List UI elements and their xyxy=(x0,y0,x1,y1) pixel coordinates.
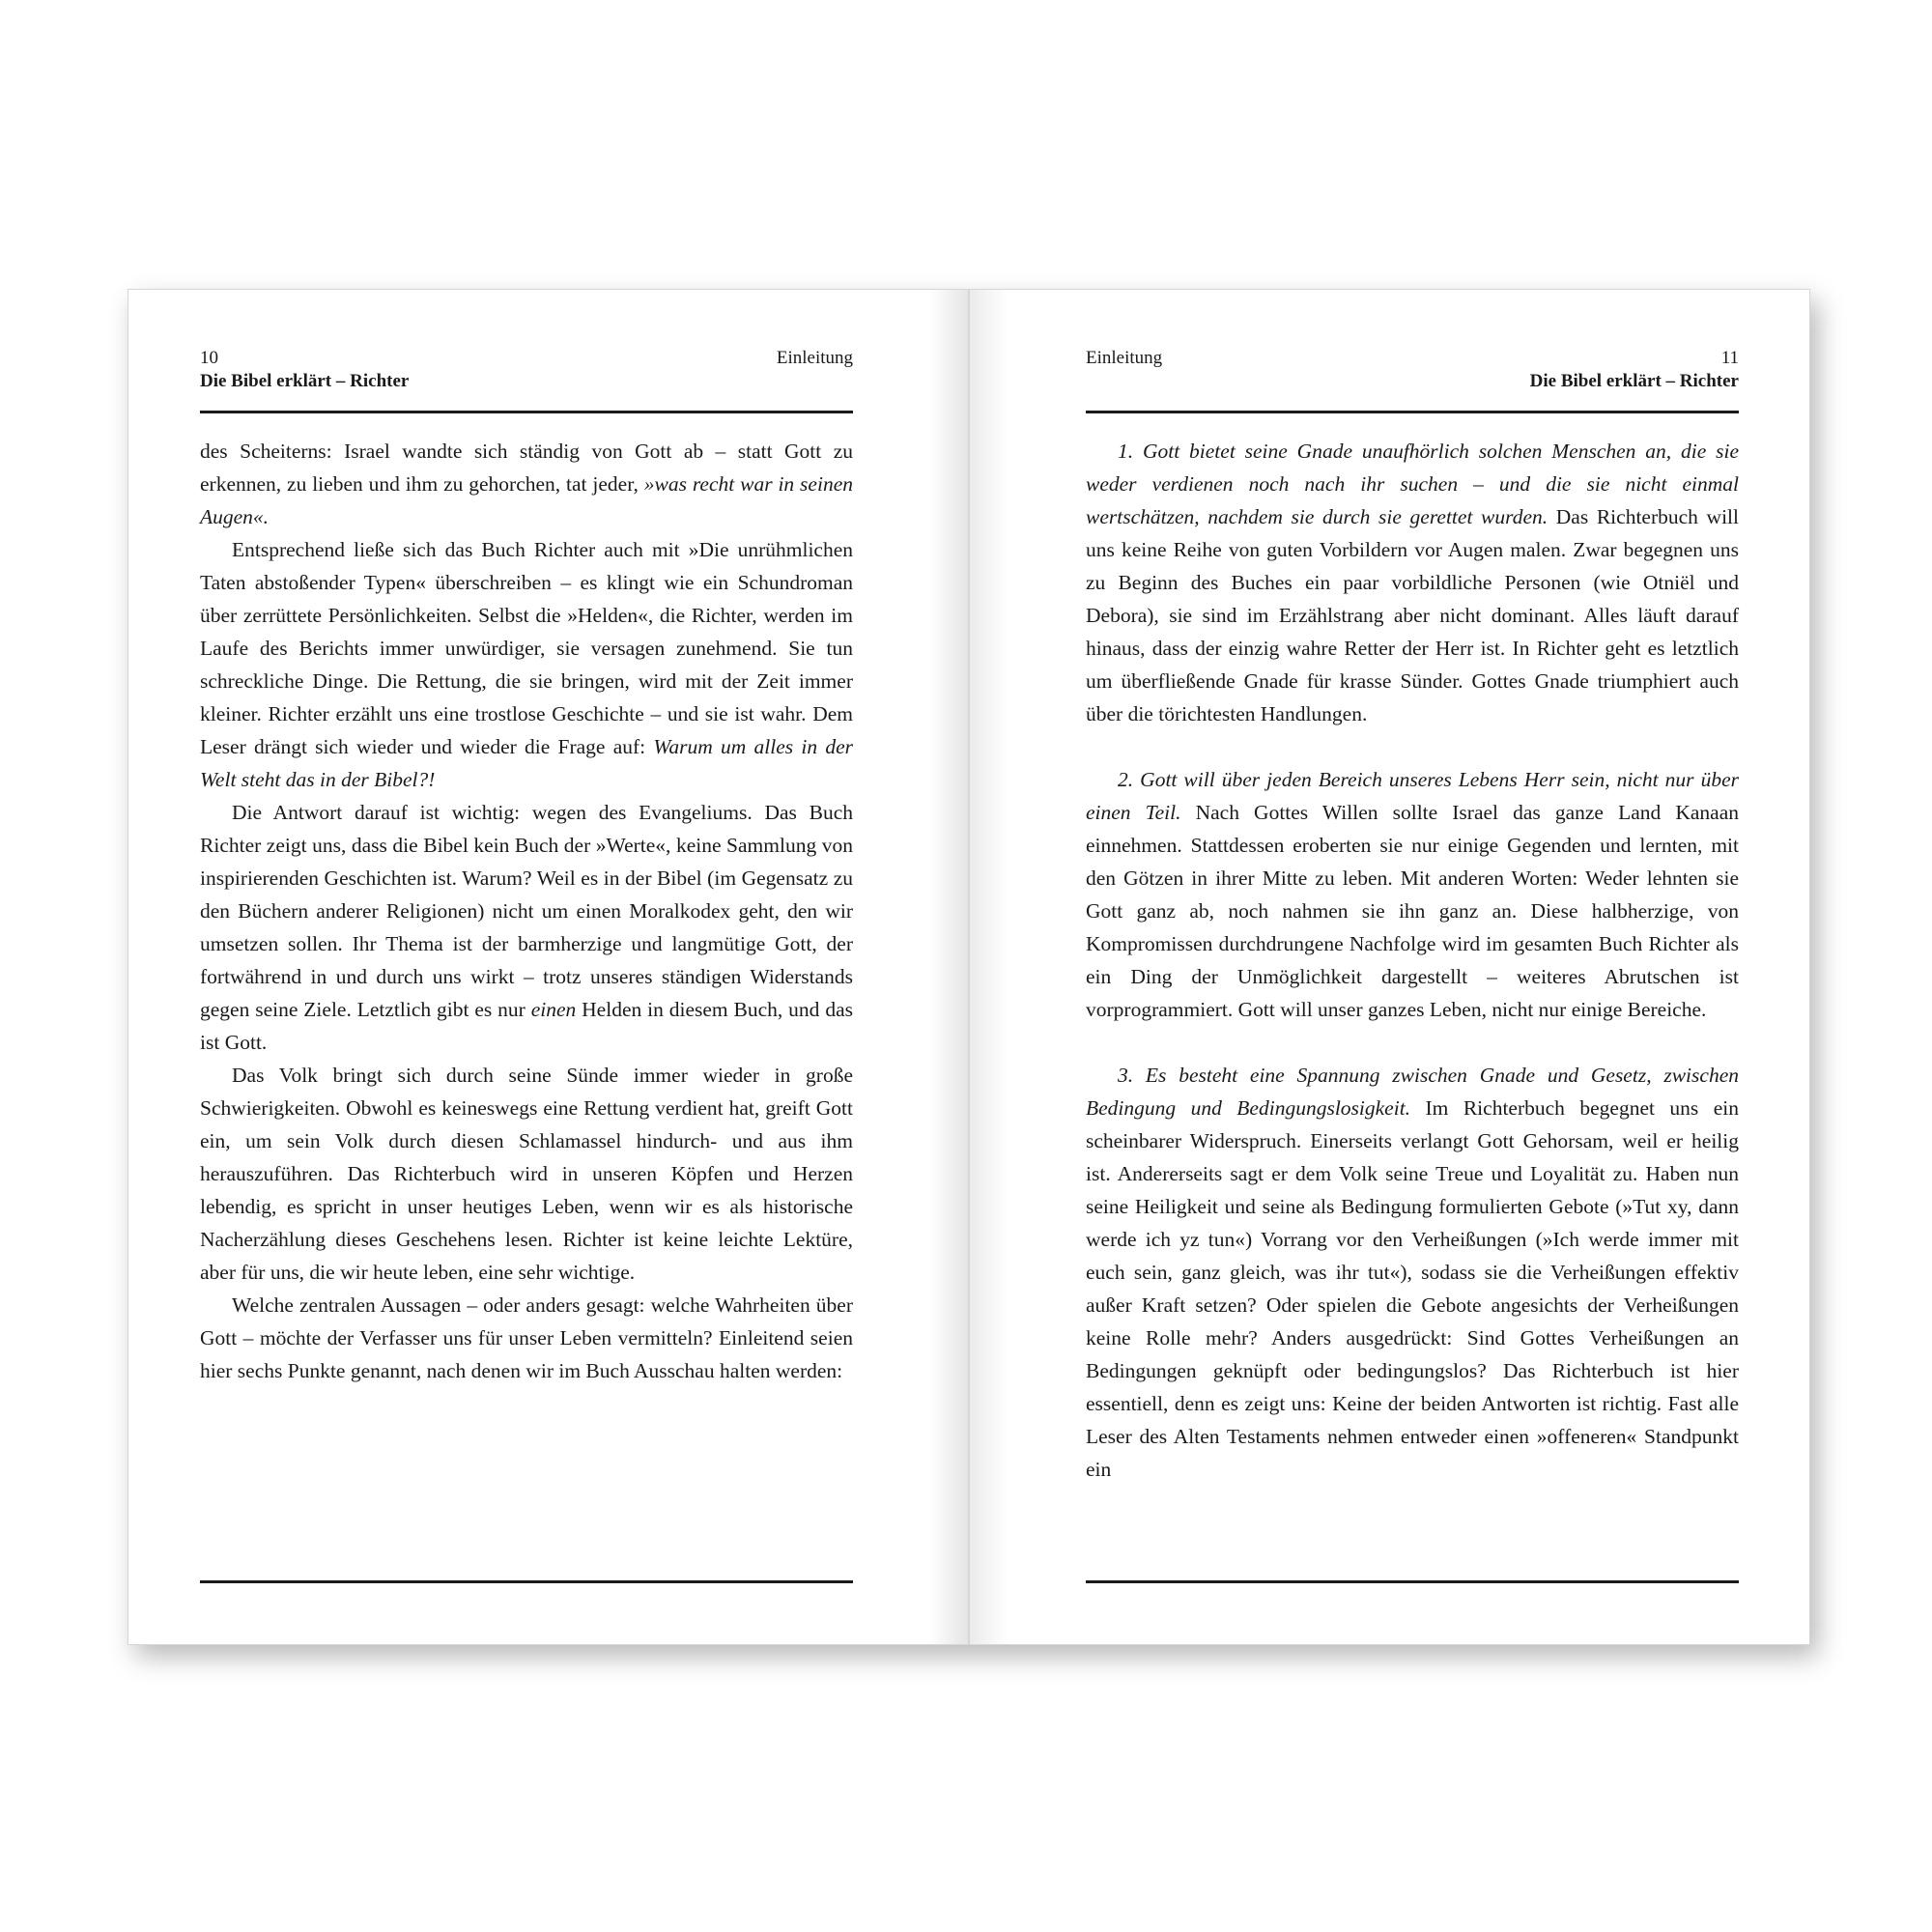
point-3: 3. Es besteht eine Spannung zwischen Gnade und Gesetz, zwischen Bedingung und Bedingungslosigkeit. Im Richterbuch begegnet uns ein scheinbarer Widerspruch. Einerseits verlangt Gott Gehorsam, weil er heilig ist. Andererseits sagt er dem Volk seine Treue und Loyalität zu. Haben nun seine Heiligkeit und seine als Bedingung formulierten Gebote (»Tut xy, dann werde ich yz tun«) Vorrang vor den Verheißungen (»Ich werde immer mit euch sein, ganz gleich, was ihr tut«), sodass sie die Verheißungen effektiv außer Kraft setzen? Oder spielen die Gebote angesichts der Verheißungen keine Rolle mehr? Anders ausgedrückt: Sind Gottes Verheißungen an Bedingungen geknüpft oder bedingungslos? Das Richterbuch ist hier essentiell, denn es zeigt uns: Keine der beiden Antworten ist richtig. Fast alle Leser des Alten Testaments nehmen entweder einen »offeneren« Standpunkt ein xyxy=(1086,1064,1739,1481)
paragraph: Die Antwort darauf ist wichtig: wegen des Evangeliums. Das Buch Richter zeigt uns, dass die Bibel kein Buch der »Werte«, keine Sammlung von inspirierenden Geschichten ist. Warum? Weil es in der Bibel (im Gegensatz zu den Büchern anderer Religionen) nicht um einen Moralkodex geht, den wir umsetzen sollen. Ihr Thema ist der barmherzige und langmütige Gott, der fortwährend in und durch uns wirkt – trotz unseres ständigen Widerstands gegen seine Ziele. Letztlich gibt es nur einen Helden in diesem Buch, und das ist Gott. xyxy=(200,801,853,1054)
book-title: Die Bibel erklärt – Richter xyxy=(1529,371,1739,391)
book-title: Die Bibel erklärt – Richter xyxy=(200,371,410,391)
running-header xyxy=(1086,348,1739,413)
paragraph: Das Volk bringt sich durch seine Sünde immer wieder in große Schwierigkeiten. Obwohl es keineswegs eine Rettung verdient hat, greift Gott ein, um sein Volk durch diesen Schlamassel hindurch- und aus ihm herauszuführen. Das Richterbuch wird in unseren Köpfen und Herzen lebendig, es spricht in unser heutiges Leben, wenn wir es als historische Nacherzählung dieses Geschehens lesen. Richter ist keine leichte Lektüre, aber für uns, die wir heute leben, eine sehr wichtige. xyxy=(200,1064,853,1284)
paragraph: Welche zentralen Aussagen – oder anders gesagt: welche Wahrheiten über Gott – möchte der Verfasser uns für unser Leben vermitteln? Einleitend seien hier sechs Punkte genannt, nach denen wir im Buch Ausschau halten werden: xyxy=(200,1293,853,1382)
book-spread xyxy=(128,289,1810,1645)
footer-rule xyxy=(1086,1580,1739,1583)
left-page xyxy=(128,289,969,1645)
section-title: Einleitung xyxy=(776,348,853,368)
body-text xyxy=(1086,435,1739,1486)
page-number: 10 xyxy=(200,348,218,368)
right-page xyxy=(969,289,1810,1645)
footer-rule xyxy=(200,1580,853,1583)
point-2: 2. Gott will über jeden Bereich unseres Lebens Herr sein, nicht nur über einen Teil. Nach Gottes Willen sollte Israel das ganze Land Kanaan einnehmen. Stattdessen eroberten sie nur einige Gegenden und lernten, mit den Götzen in ihrer Mitte zu leben. Mit anderen Worten: Weder lehnten sie Gott ganz ab, noch nahmen sie ihn ganz an. Diese halbherzige, von Kompromissen durchdrungene Nachfolge wird im gesamten Buch Richter als ein Ding der Unmöglichkeit dargestellt – weiteres Abrutschen ist vorprogrammiert. Gott will unser ganzes Leben, nicht nur einige Bereiche. xyxy=(1086,768,1739,1021)
paragraph: des Scheiterns: Israel wandte sich ständig von Gott ab – statt Gott zu erkennen, zu lieben und ihm zu gehorchen, tat jeder, »was recht war in seinen Augen«. xyxy=(200,440,853,528)
body-text xyxy=(200,435,853,1387)
point-1: 1. Gott bietet seine Gnade unaufhörlich solchen Menschen an, die sie weder verdienen noch nach ihr suchen – und die sie nicht einmal wertschätzen, nachdem sie durch sie gerettet wurden. Das Richterbuch will uns keine Reihe von guten Vorbildern vor Augen malen. Zwar begegnen uns zu Beginn des Buches ein paar vorbildliche Personen (wie Otniël und Debora), sie sind im Erzählstrang aber nicht dominant. Alles läuft darauf hinaus, dass der einzig wahre Retter der Herr ist. In Richter geht es letztlich um überfließende Gnade für krasse Sünder. Gottes Gnade triumphiert auch über die törichtesten Handlungen. xyxy=(1086,440,1739,725)
running-header xyxy=(200,348,853,413)
paragraph: Entsprechend ließe sich das Buch Richter auch mit »Die unrühmlichen Taten abstoßender Typen« überschreiben – es klingt wie ein Schundroman über zerrüttete Persönlichkeiten. Selbst die »Helden«, die Richter, werden im Laufe des Berichts immer unwürdiger, sie versagen zunehmend. Sie tun schreckliche Dinge. Die Rettung, die sie bringen, wird mit der Zeit immer kleiner. Richter erzählt uns eine trostlose Geschichte – und sie ist wahr. Dem Leser drängt sich wieder und wieder die Frage auf: Warum um alles in der Welt steht das in der Bibel?! xyxy=(200,538,853,791)
section-title: Einleitung xyxy=(1086,348,1163,368)
page-number: 11 xyxy=(1720,348,1739,368)
